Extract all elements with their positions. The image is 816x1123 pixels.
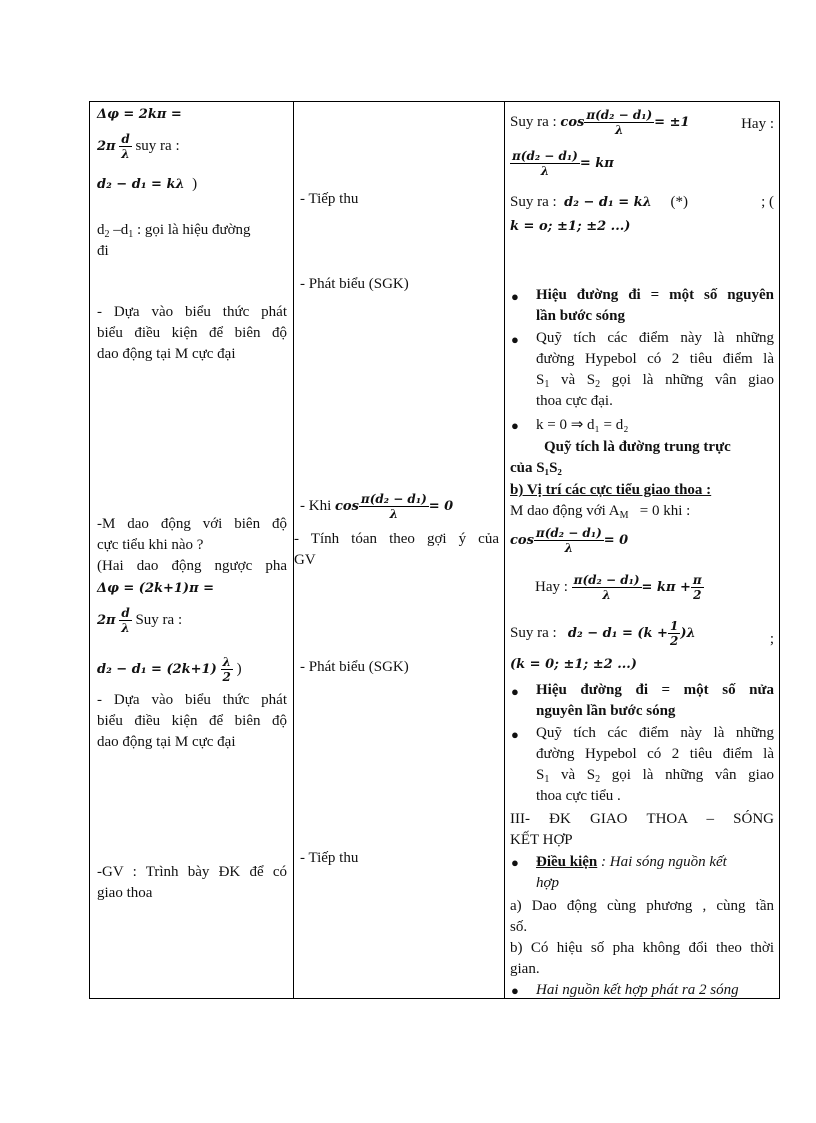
- state-sgk-1: - Phát biểu (SGK): [300, 276, 409, 292]
- cos-plusminus-one-line: Suy ra : cos $\frac{\text{π(d₂ − d₁)}}{\lambda}$ = ±1 Hay :: [510, 108, 774, 137]
- cos-zero-eq: cos $\frac{\text{π(d₂ − d₁)}}{\lambda}$ = 0: [510, 526, 629, 555]
- cos-zero-condition: - Khi cos $\frac{\text{π(d₂ − d₁)}}{\lambda}$ = 0: [300, 492, 454, 521]
- max-amplitude-prompt: - Dựa vào biểu thức phát biểu điều kiện để biên độ dao động tại M cực đại: [97, 304, 287, 362]
- bullet-icon: ●: [511, 983, 519, 998]
- max-condition-eq: d₂ − d₁ = kλ ): [97, 176, 198, 192]
- receive-note-1: - Tiếp thu: [300, 191, 359, 207]
- condition-line: Điều kiện : Hai sóng nguồn kết: [536, 854, 727, 870]
- lesson-table: [89, 101, 780, 999]
- max-locus: Quỹ tích các điểm này là những đường Hypebol có 2 tiêu điểm là $S_1$ và $S_2$ gọi là những vân giao thoa cực đại.: [536, 330, 775, 409]
- min-amplitude-question: -M dao động với biên độ cực tiểu khi nào ? (Hai dao động ngược pha: [97, 516, 287, 574]
- state-sgk-2: - Phát biểu (SGK): [300, 659, 409, 675]
- path-ratio-eq-2: 2π $\frac{d}{\lambda}$ Suy ra :: [97, 606, 183, 635]
- path-ratio-eq: 2π $\frac{d}{\lambda}$ suy ra :: [97, 132, 180, 161]
- min-condition-eq: d₂ − d₁ = (2k+1) $\frac{\lambda}{2}$ ): [97, 655, 242, 684]
- bullet-icon: ●: [511, 855, 519, 870]
- content-column: [505, 102, 781, 998]
- min-path-difference: Suy ra : d₂ − d₁ = (k + $\frac{1}{2}$ )λ ;: [510, 619, 774, 648]
- bullet-icon: ●: [511, 332, 519, 347]
- phase-difference-eq: Δφ = 2kπ =: [97, 107, 182, 122]
- path-difference-definition-cont: đi: [97, 243, 109, 259]
- min-position-heading: b) Vị trí các cực tiểu giao thoa :: [510, 482, 712, 498]
- path-difference-result: Suy ra : d₂ − d₁ = kλ (*) ; (: [510, 194, 774, 210]
- calculate-hint: - Tính tóan theo gợi ý của GV: [294, 531, 499, 568]
- perpendicular-bisector-note: Quỹ tích là đường trung trực: [544, 439, 731, 455]
- interference-condition-prompt: -GV : Trình bày ĐK để có giao thoa: [97, 864, 287, 901]
- path-difference-definition: $d_2$ $-d_1$ : gọi là hiệu đường: [97, 222, 251, 240]
- bullet-icon: ●: [511, 727, 519, 742]
- min-locus: Quỹ tích các điểm này là những đường Hypebol có 2 tiêu điểm là $S_1$ và $S_2$ gọi là những vân giao thoa cực tiểu .: [536, 725, 775, 804]
- bullet-icon: ●: [511, 418, 519, 433]
- section-iii-heading: III- ĐK GIAO THOA – SÓNG KẾT HỢP: [510, 811, 774, 848]
- condition-line-cont: hợp: [536, 875, 560, 891]
- student-column: [294, 102, 504, 998]
- bullet-icon: ●: [511, 684, 519, 699]
- k-zero-case: k = 0 ⇒ d₁ = d₂: [536, 417, 629, 433]
- condition-a: a) Dao động cùng phương , cùng tần số.: [510, 898, 774, 935]
- coherent-sources-note: Hai nguồn kết hợp phát ra 2 sóng: [536, 982, 739, 998]
- min-amplitude-prompt: - Dựa vào biểu thức phát biểu điều kiện để biên độ dao động tại M cực đại: [97, 692, 287, 750]
- min-amplitude-line: M dao động với $A_M$ = 0 khi :: [510, 503, 691, 521]
- perpendicular-bisector-note-cont: của S₁S₂: [510, 460, 562, 476]
- receive-note-2: - Tiếp thu: [300, 850, 359, 866]
- max-rule: Hiệu đường đi = một số nguyên lần bước sóng: [536, 287, 774, 324]
- bullet-icon: ●: [511, 289, 519, 304]
- min-rule: Hiệu đường đi = một số nửa nguyên lần bước sóng: [536, 682, 774, 719]
- k-values-1: k = o; ±1; ±2 ...): [510, 219, 631, 234]
- k-values-2: (k = 0; ±1; ±2 ...): [510, 657, 637, 672]
- opposite-phase-eq: Δφ = (2k+1)π =: [97, 581, 215, 596]
- half-integer-eq: Hay : $\frac{\text{π(d₂ − d₁)}}{\lambda}$ = kπ + $\frac{\pi}{2}$: [535, 573, 702, 602]
- teacher-column: [90, 102, 293, 998]
- kpi-equation: $\frac{\text{π(d₂ − d₁)}}{\lambda}$ = kπ: [512, 149, 614, 178]
- condition-b: b) Có hiệu số pha không đổi theo thời gian.: [510, 940, 774, 977]
